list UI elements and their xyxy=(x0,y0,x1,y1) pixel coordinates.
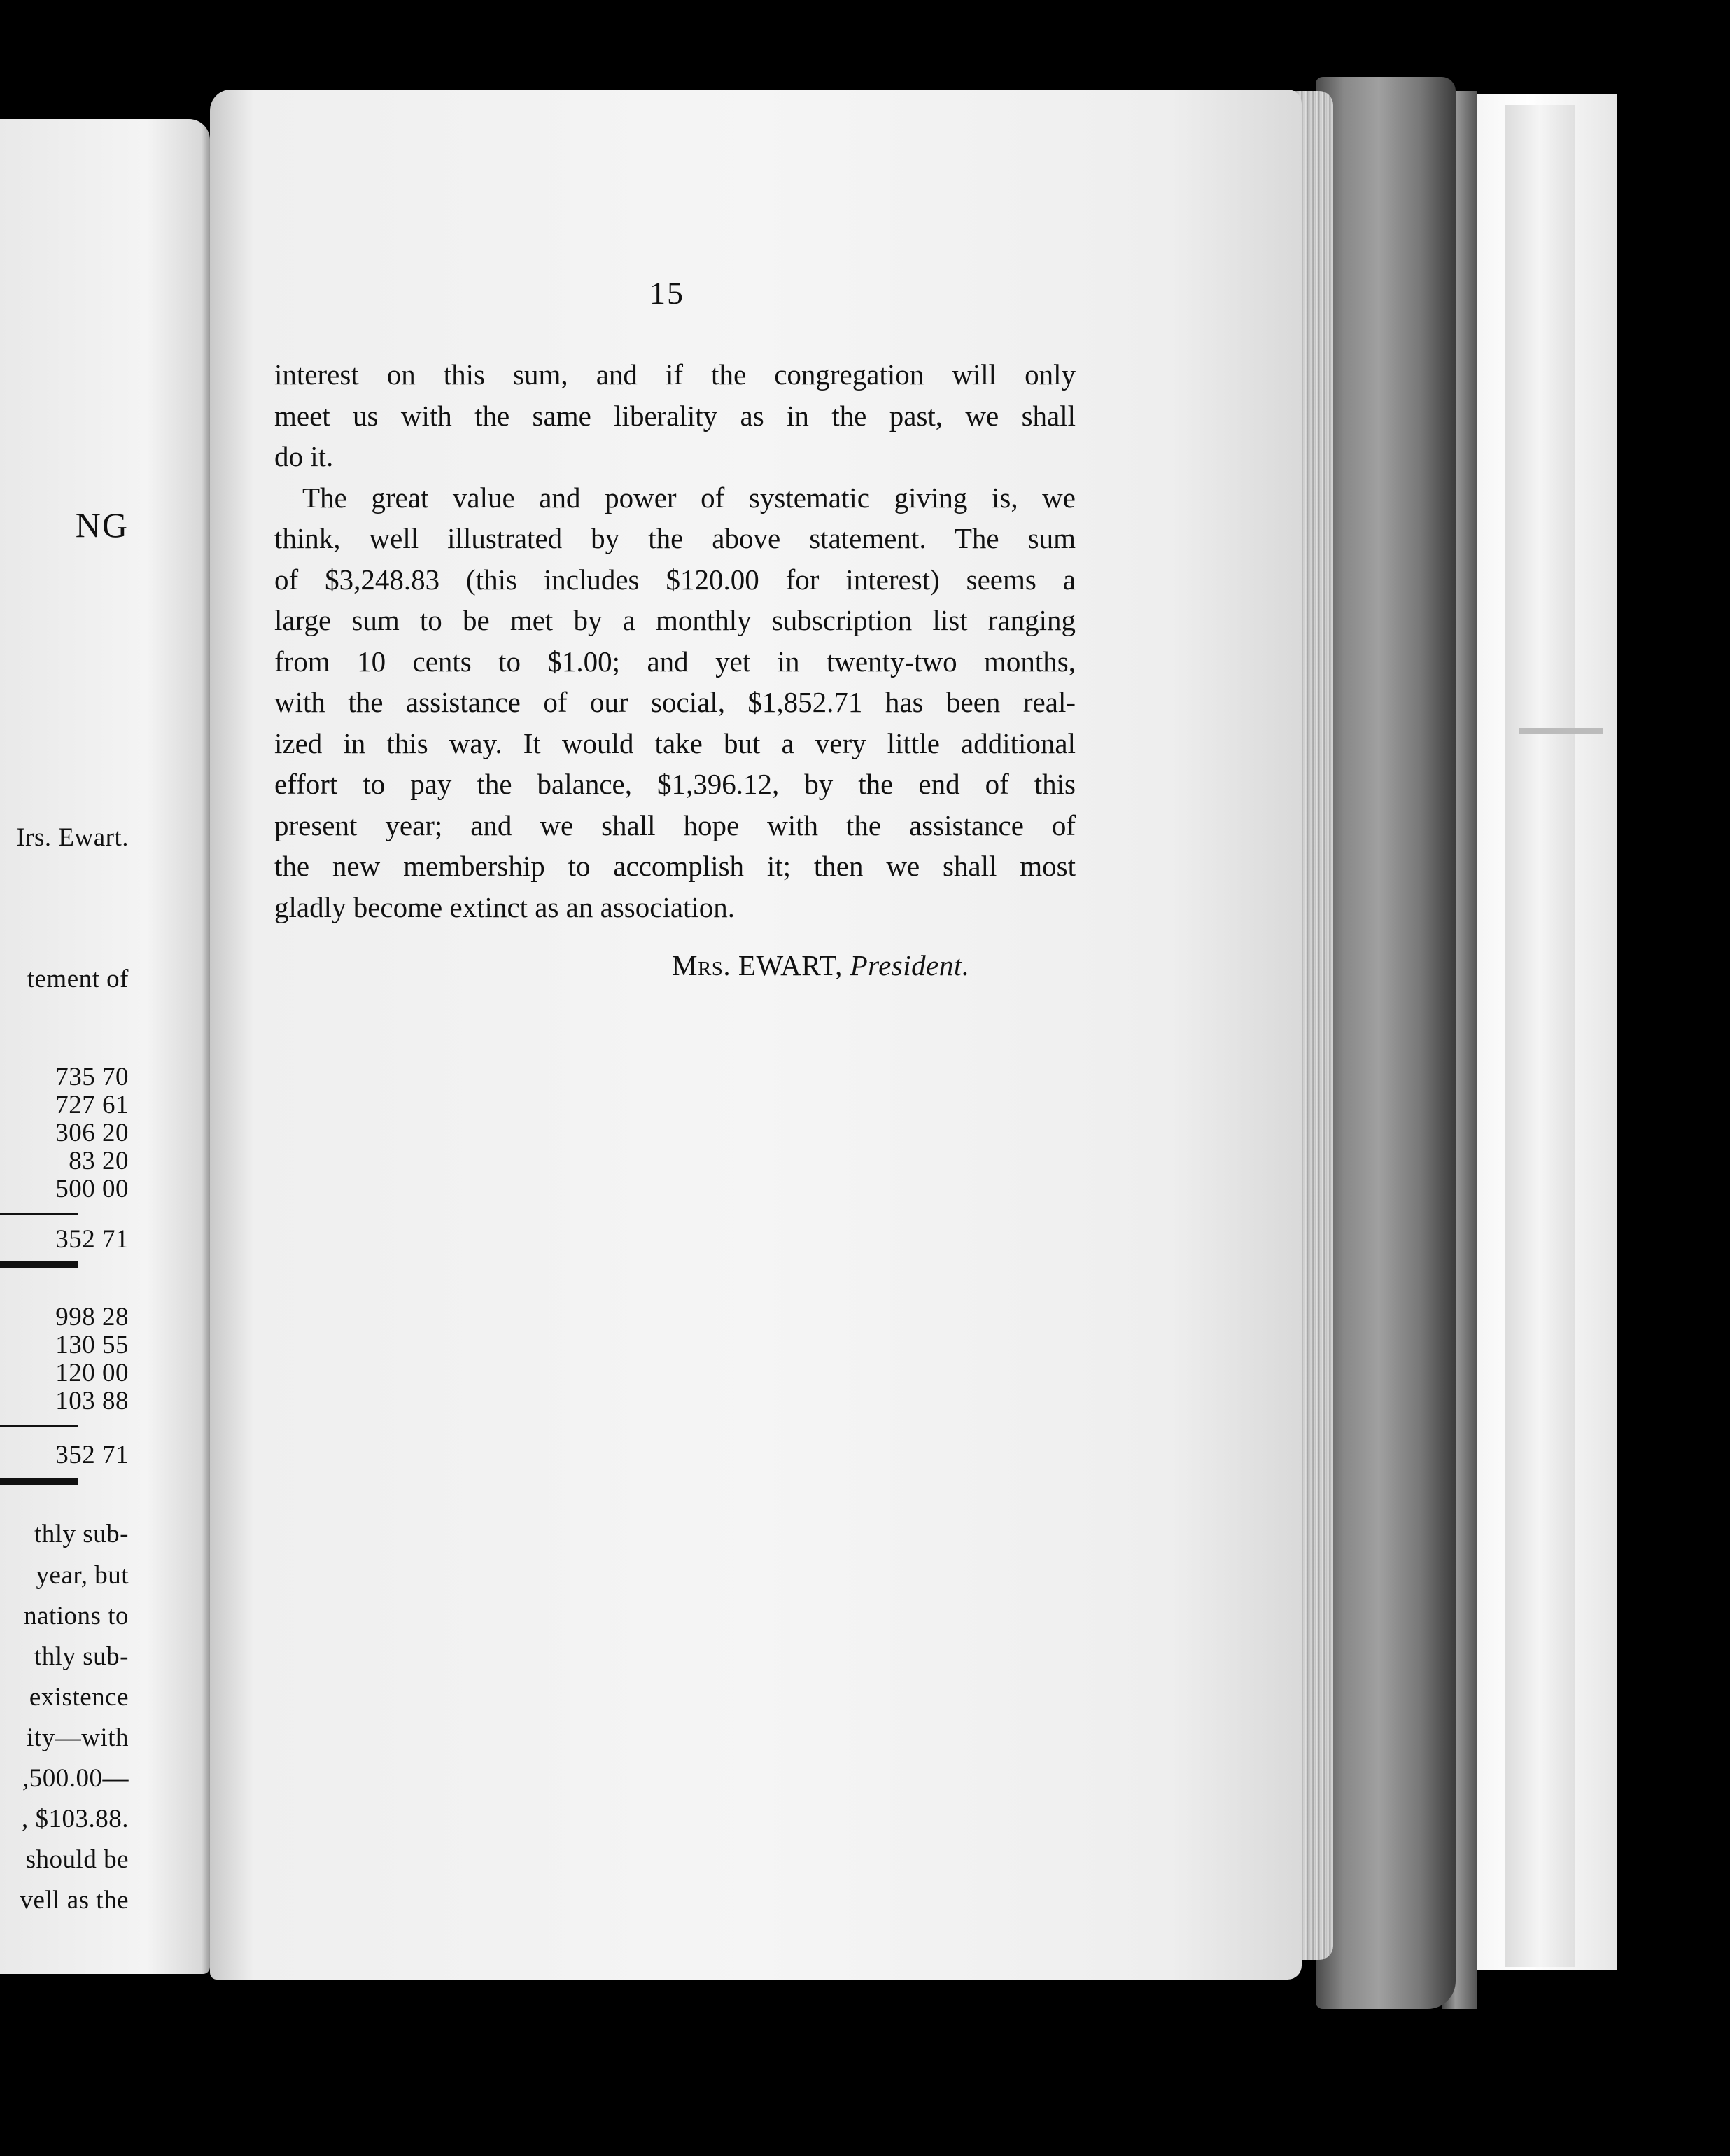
left-amount: 130 55 xyxy=(55,1331,129,1359)
left-text-line: thly sub- xyxy=(34,1642,129,1671)
left-text-line: nations to xyxy=(24,1602,129,1630)
signature xyxy=(672,948,970,982)
left-total: 352 71 xyxy=(55,1441,129,1469)
paper-fold-mark xyxy=(1519,728,1603,734)
left-amount: 727 61 xyxy=(55,1091,129,1119)
left-amount: 83 20 xyxy=(69,1147,129,1175)
left-text-line: year, but xyxy=(36,1561,129,1590)
loose-paper-strip-shadow xyxy=(1505,105,1575,1967)
body-line: do it. xyxy=(274,440,334,472)
body-line: present year; and we shall hope with the assistance of xyxy=(274,808,1076,841)
body-line: large sum to be met by a monthly subscription list ranging xyxy=(274,604,1076,636)
body-line: think, well illustrated by the above statement. The sum xyxy=(274,522,1076,554)
left-amount: 500 00 xyxy=(55,1175,129,1203)
left-statement-fragment: tement of xyxy=(27,965,129,993)
body-line: meet us with the same liberality as in the past, we shall xyxy=(274,399,1076,432)
left-amount: 735 70 xyxy=(55,1063,129,1091)
body-line: The great value and power of systematic giving is, we xyxy=(302,481,1076,514)
left-amount: 103 88 xyxy=(55,1387,129,1415)
body-line: effort to pay the balance, $1,396.12, by the end of this xyxy=(274,768,1076,800)
body-line: gladly become extinct as an association. xyxy=(274,890,736,923)
left-heading-fragment: NG xyxy=(75,505,129,545)
body-text xyxy=(274,354,1076,927)
body-line: from 10 cents to $1.00; and yet in twenty-two months, xyxy=(274,645,1076,678)
left-page xyxy=(0,119,210,1974)
left-text-line: ity—with xyxy=(27,1723,129,1752)
left-text-line: should be xyxy=(25,1845,129,1874)
left-text-line: ,500.00— xyxy=(22,1764,129,1793)
left-sum-rule xyxy=(0,1425,78,1427)
left-signature-fragment: Irs. Ewart. xyxy=(16,823,129,852)
left-text-line: existence xyxy=(29,1683,129,1712)
body-line: the new membership to accomplish it; then we shall most xyxy=(274,850,1076,882)
left-amount: 998 28 xyxy=(55,1303,129,1331)
left-total: 352 71 xyxy=(55,1225,129,1254)
left-text-line: , $103.88. xyxy=(22,1805,129,1833)
signature-title: President. xyxy=(850,949,970,981)
left-text-line: vell as the xyxy=(20,1886,129,1914)
left-amount: 120 00 xyxy=(55,1359,129,1387)
body-line: ized in this way. It would take but a very little additional xyxy=(274,727,1076,760)
page-number: 15 xyxy=(649,275,684,311)
left-total-double-rule xyxy=(0,1261,78,1268)
left-text-line: thly sub- xyxy=(34,1520,129,1548)
left-amount: 306 20 xyxy=(55,1119,129,1147)
body-line: interest on this sum, and if the congregation will only xyxy=(274,358,1076,391)
body-line: of $3,248.83 (this includes $120.00 for interest) seems a xyxy=(274,563,1076,596)
book-cover xyxy=(1316,77,1456,2009)
left-sum-rule xyxy=(0,1213,78,1215)
signature-name: Mrs. EWART, xyxy=(672,949,843,981)
left-total-double-rule xyxy=(0,1478,78,1485)
body-line: with the assistance of our social, $1,852.71 has been real- xyxy=(274,686,1076,718)
